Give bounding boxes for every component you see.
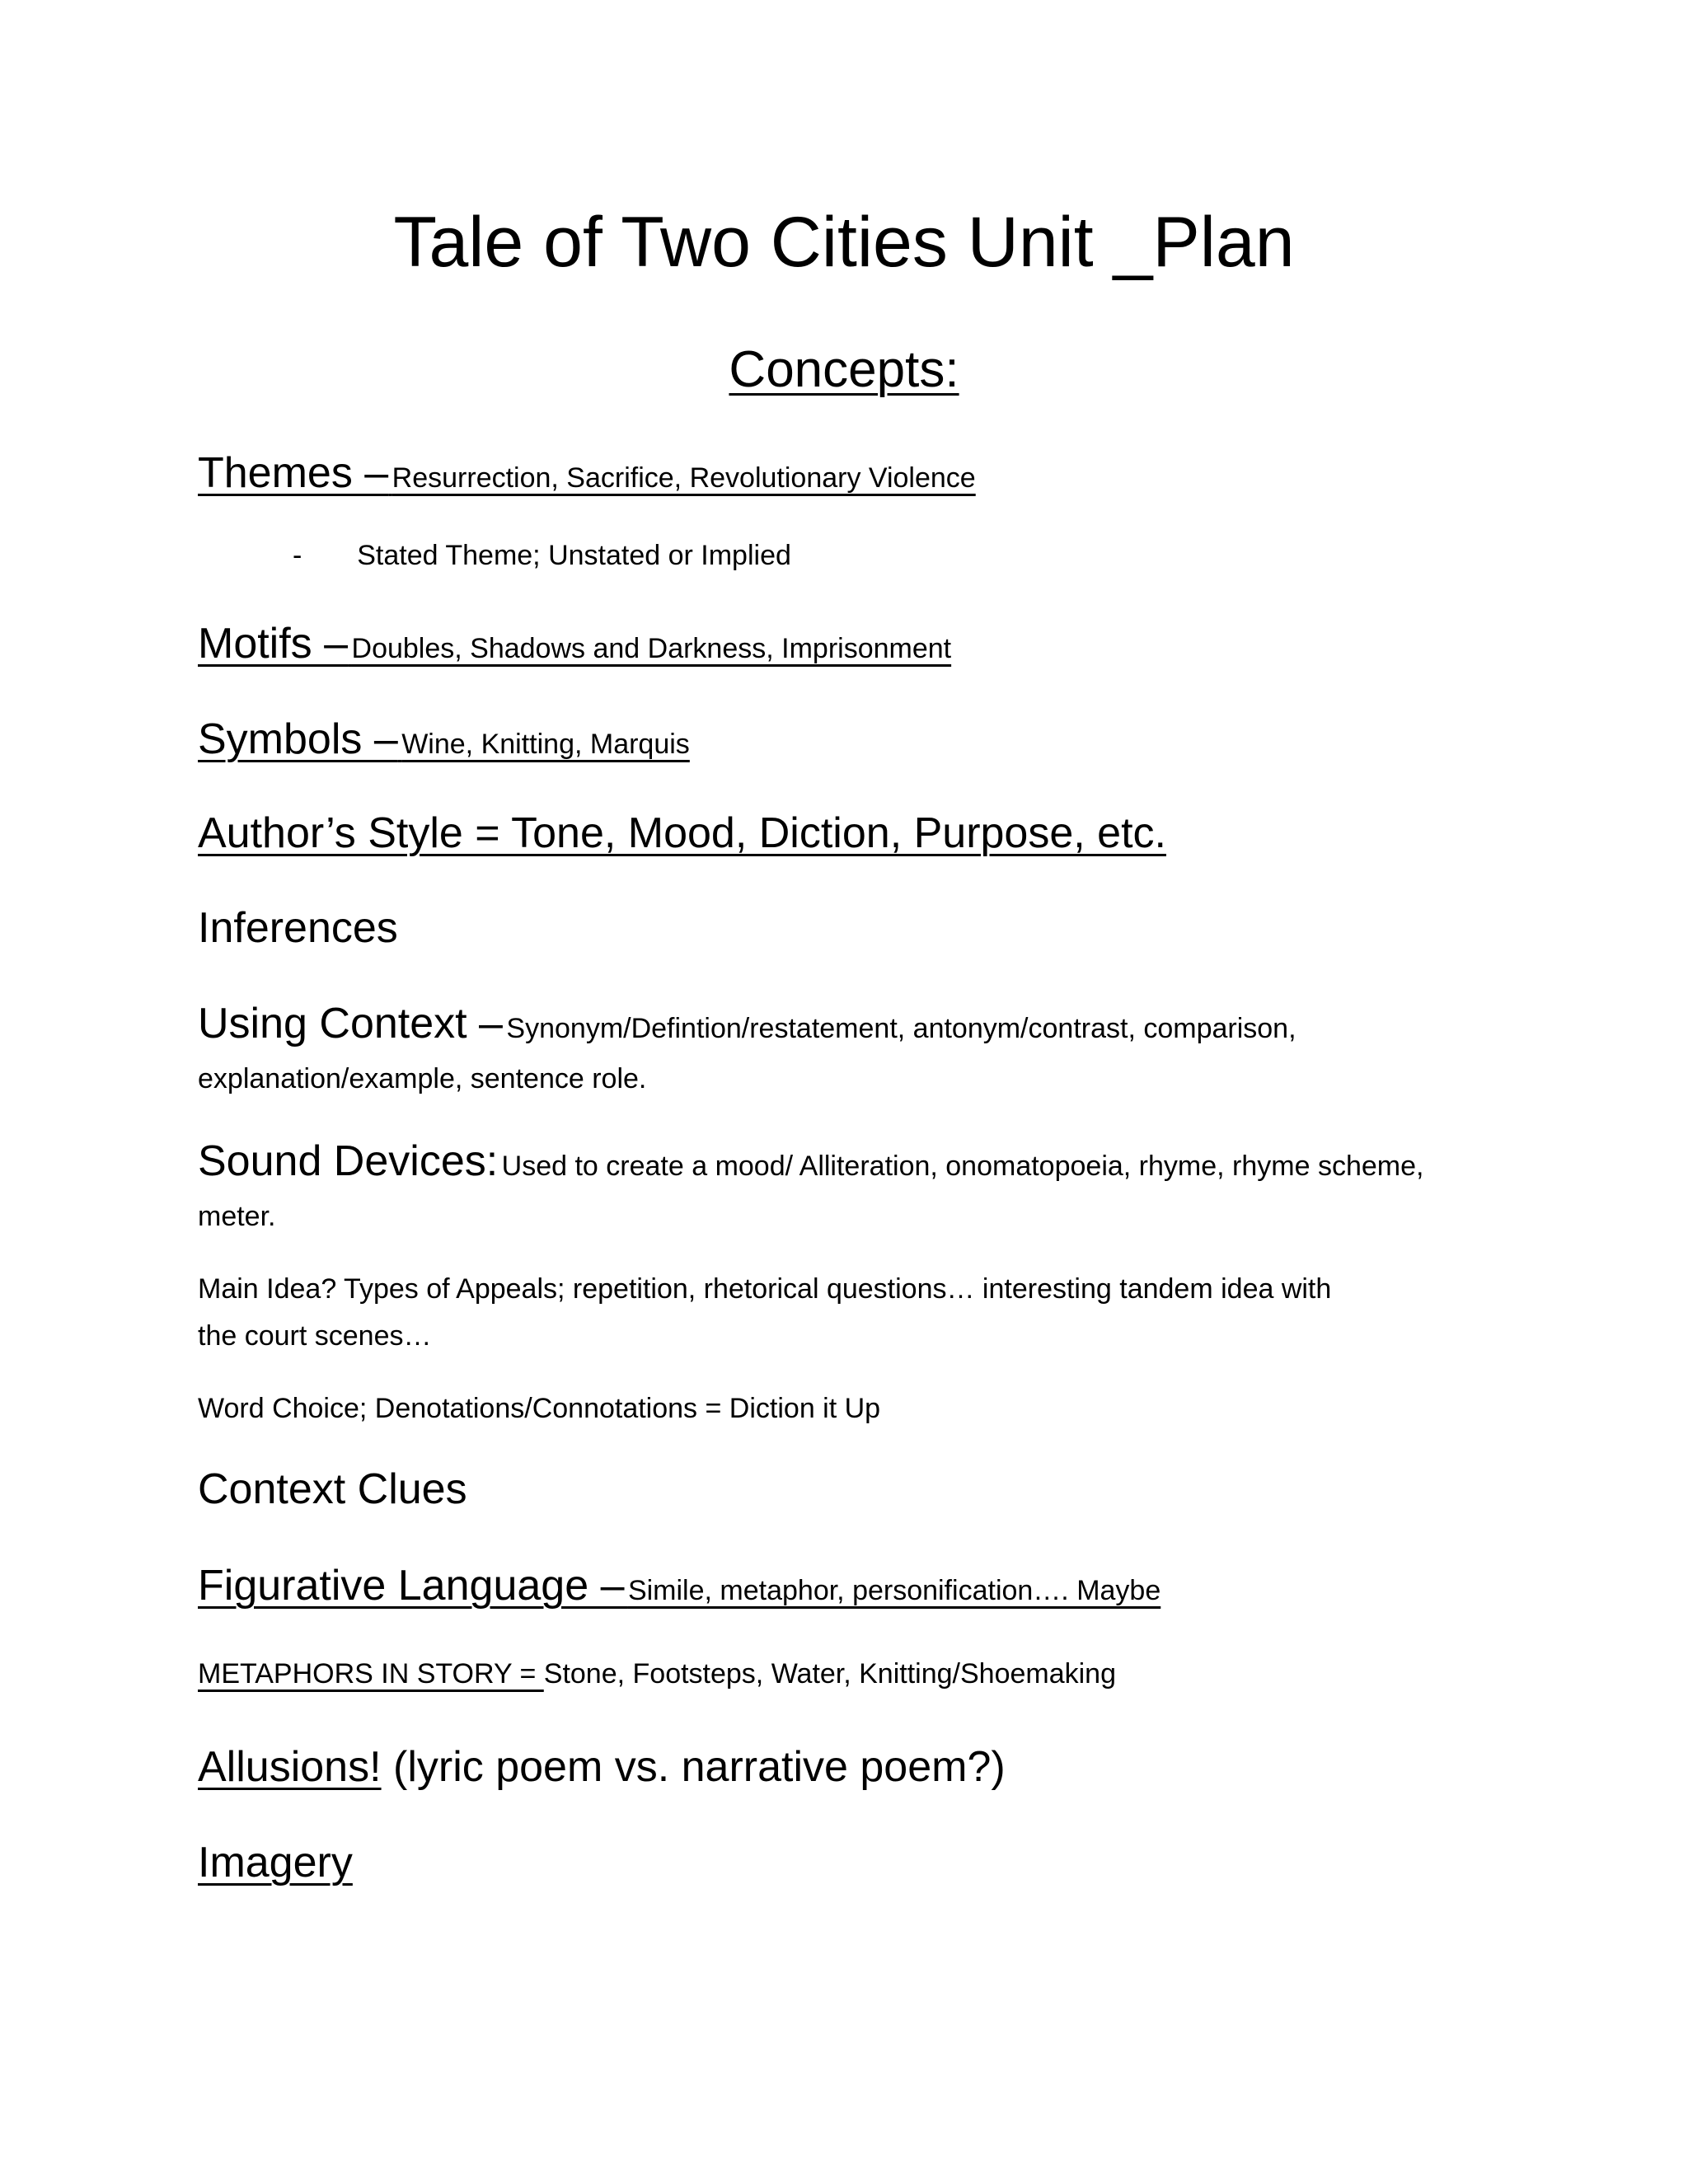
symbols-detail: Wine, Knitting, Marquis: [401, 729, 690, 760]
context-clues-line: Context Clues: [198, 1465, 467, 1513]
themes-bullet: [293, 540, 791, 572]
main-idea-line-2: the court scenes…: [198, 1320, 432, 1352]
imagery-text: Imagery: [198, 1839, 353, 1886]
symbols-line: [198, 715, 690, 765]
imagery-line: [198, 1839, 353, 1888]
allusions-detail: (lyric poem vs. narrative poem?): [381, 1743, 1006, 1791]
symbols-label: Symbols –: [198, 715, 398, 763]
sound-devices-label: Sound Devices:: [198, 1137, 499, 1185]
inferences-line: Inferences: [198, 904, 398, 952]
themes-bullet-text: Stated Theme; Unstated or Implied: [357, 540, 791, 571]
metaphors-label: METAPHORS IN STORY =: [198, 1658, 544, 1690]
word-choice-line: Word Choice; Denotations/Connotations = Diction it Up: [198, 1393, 881, 1424]
metaphors-line: [198, 1658, 1116, 1690]
document-title: Tale of Two Cities Unit _Plan: [393, 203, 1295, 282]
using-context-continued: explanation/example, sentence role.: [198, 1063, 647, 1094]
bullet-marker: -: [293, 540, 302, 571]
themes-label: Themes –: [198, 449, 389, 497]
metaphors-detail: Stone, Footsteps, Water, Knitting/Shoemaking: [543, 1658, 1116, 1690]
sound-devices-detail: Used to create a mood/ Alliteration, onomatopoeia, rhyme, rhyme scheme,: [501, 1151, 1424, 1182]
authors-style-line: [198, 809, 1166, 859]
using-context-label: Using Context –: [198, 1000, 503, 1047]
sound-devices-line: [198, 1137, 1423, 1187]
figurative-language-detail: Simile, metaphor, personification…. Maybe: [627, 1575, 1161, 1606]
using-context-detail: Synonym/Defintion/restatement, antonym/contrast, comparison,: [506, 1013, 1296, 1044]
motifs-detail: Doubles, Shadows and Darkness, Imprisonment: [351, 633, 952, 664]
concepts-heading-text: Concepts:: [729, 341, 959, 398]
sound-devices-continued: meter.: [198, 1201, 276, 1232]
themes-line: [198, 449, 976, 499]
concepts-heading: [0, 340, 1688, 399]
motifs-line: [198, 620, 951, 669]
motifs-label: Motifs –: [198, 620, 349, 668]
figurative-language-label: Figurative Language –: [198, 1562, 625, 1610]
figurative-language-line: [198, 1562, 1160, 1611]
allusions-line: [198, 1743, 1006, 1793]
main-idea-line-1: Main Idea? Types of Appeals; repetition, rhetorical questions… interesting tandem idea with: [198, 1273, 1332, 1305]
allusions-label: Allusions!: [198, 1743, 382, 1791]
themes-detail: Resurrection, Sacrifice, Revolutionary Violence: [392, 462, 976, 494]
authors-style-text: Author’s Style = Tone, Mood, Diction, Purpose, etc.: [198, 809, 1166, 857]
using-context-line: [198, 1000, 1296, 1049]
